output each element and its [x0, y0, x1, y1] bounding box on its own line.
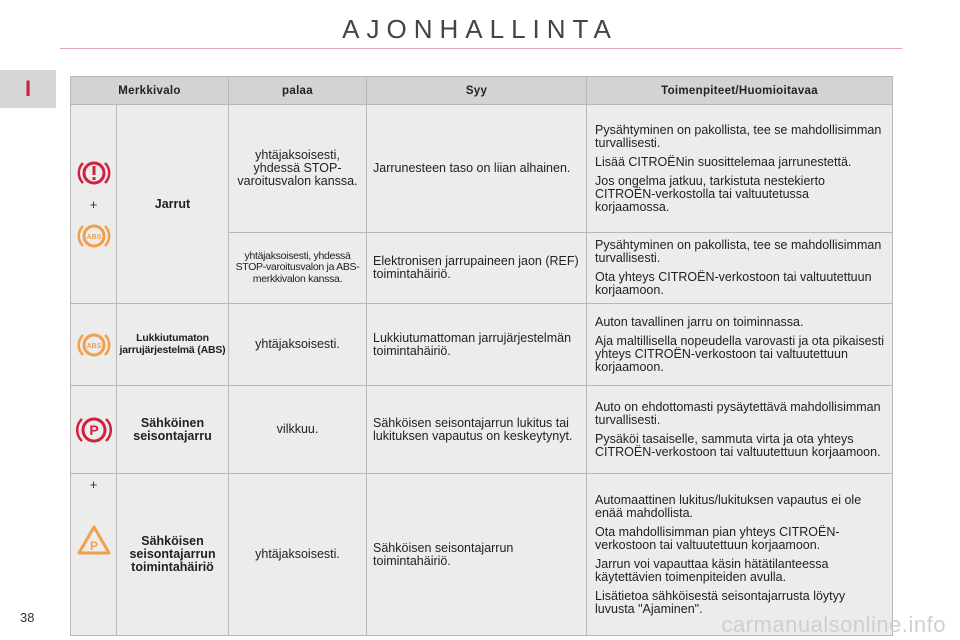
- state-text: yhtäjaksoisesti.: [229, 304, 367, 386]
- state-text: yhtäjaksoisesti, yhdessä STOP-varoitusvalon ja ABS-merkkivalon kanssa.: [229, 233, 367, 304]
- title-rule: [60, 48, 902, 49]
- parking-brake-fault-icon: [77, 525, 111, 555]
- table-header-row: [71, 77, 893, 105]
- cause-text: Lukkiutumattoman jarrujärjestelmän toimintahäiriö.: [367, 304, 587, 386]
- page-number: 38: [20, 610, 35, 625]
- warning-label-parking-brake: Sähköinen seisontajarru: [117, 386, 229, 474]
- brake-warning-icon: [77, 158, 111, 188]
- warning-lights-table: [70, 76, 893, 636]
- state-text: yhtäjaksoisesti, yhdessä STOP-varoitusvalon kanssa.: [229, 105, 367, 233]
- cause-text: Sähköisen seisontajarrun toimintahäiriö.: [367, 474, 587, 636]
- column-header-state: palaa: [229, 77, 367, 105]
- table-row: [71, 386, 893, 474]
- svg-text:P: P: [88, 421, 99, 438]
- plus-sign: +: [89, 477, 98, 492]
- table-row: [71, 304, 893, 386]
- column-header-warning-light: Merkkivalo: [71, 77, 229, 105]
- watermark: carmanualsonline.info: [721, 612, 946, 637]
- action-text: Jarrun voi vapauttaa käsin hätätilanteessa käytettävien toimenpiteiden avulla.: [595, 556, 829, 584]
- action-text: Aja maltillisella nopeudella varovasti ja ota pikaisesti yhteys CITROËN-verkostoon tai valtuutettuun korjaamoon.: [595, 333, 885, 374]
- abs-icon: [77, 330, 111, 360]
- action-cell: [587, 233, 893, 304]
- action-text: Ota mahdollisimman pian yhteys CITROËN-verkostoon tai valtuutettuun korjaamoon.: [595, 524, 840, 552]
- column-header-cause: Syy: [367, 77, 587, 105]
- action-text: Automaattinen lukitus/lukituksen vapautus ei ole enää mahdollista.: [595, 492, 862, 520]
- action-text: Pysäköi tasaiselle, sammuta virta ja ota yhteys CITROËN-verkostoon tai valtuutettuun korjaamoon.: [595, 431, 881, 459]
- action-text: Pysähtyminen on pakollista, tee se mahdollisimman turvallisesti.: [595, 122, 882, 150]
- svg-text:ABS: ABS: [86, 233, 101, 241]
- icon-cell: [71, 386, 117, 474]
- page-title: AJONHALLINTA: [342, 14, 618, 44]
- action-text: Auton tavallinen jarru on toiminnassa.: [595, 314, 804, 329]
- svg-text:P: P: [89, 539, 98, 553]
- action-text: Lisätietoa sähköisestä seisontajarrusta löytyy luvusta "Ajaminen".: [595, 588, 846, 616]
- action-text: Jos ongelma jatkuu, tarkistuta nestekierto CITROËN-verkostolla tai valtuutetussa korjaamossa.: [595, 173, 825, 214]
- icon-cell: [71, 105, 117, 304]
- action-text: Pysähtyminen on pakollista, tee se mahdollisimman turvallisesti.: [595, 238, 882, 265]
- icon-cell: [71, 474, 117, 636]
- table-row: [71, 105, 893, 233]
- cause-text: Jarrunesteen taso on liian alhainen.: [367, 105, 587, 233]
- state-text: yhtäjaksoisesti.: [229, 474, 367, 636]
- parking-brake-icon: [76, 414, 112, 446]
- cause-text: Sähköisen seisontajarrun lukitus tai lukituksen vapautus on keskeytynyt.: [367, 386, 587, 474]
- action-cell: [587, 105, 893, 233]
- cause-text: Elektronisen jarrupaineen jaon (REF) toimintahäiriö.: [367, 233, 587, 304]
- action-text: Lisää CITROËNin suosittelemaa jarrunestettä.: [595, 154, 852, 169]
- chapter-tab: I: [0, 70, 56, 108]
- action-text: Ota yhteys CITROËN-verkostoon tai valtuutettuun korjaamoon.: [595, 270, 872, 297]
- warning-label-parking-brake-fault: Sähköisen seisontajarrun toimintahäiriö: [117, 474, 229, 636]
- action-cell: [587, 304, 893, 386]
- action-cell: [587, 386, 893, 474]
- svg-text:ABS: ABS: [86, 342, 101, 350]
- column-header-action: Toimenpiteet/Huomioitavaa: [587, 77, 893, 105]
- warning-label-brakes: Jarrut: [117, 105, 229, 304]
- warning-label-abs: Lukkiutumaton jarrujärjestelmä (ABS): [117, 304, 229, 386]
- action-text: Auto on ehdottomasti pysäytettävä mahdollisimman turvallisesti.: [595, 399, 881, 427]
- abs-icon: [77, 221, 111, 251]
- icon-cell: [71, 304, 117, 386]
- state-text: vilkkuu.: [229, 386, 367, 474]
- plus-sign: +: [89, 196, 98, 212]
